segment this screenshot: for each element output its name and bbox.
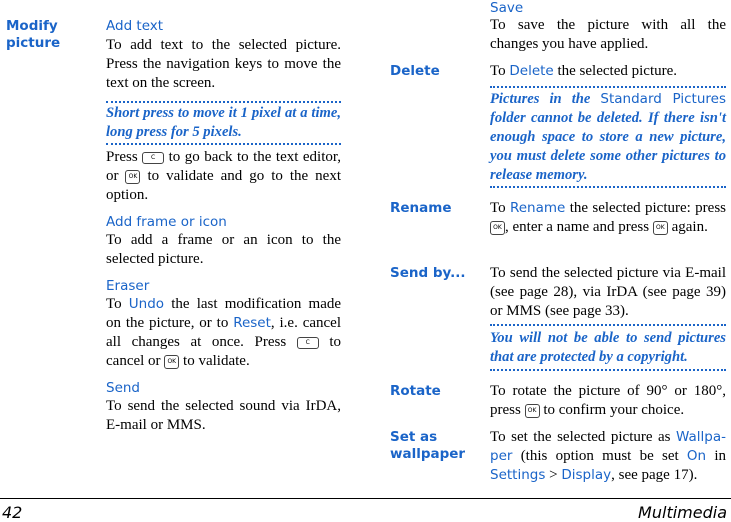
send-by-label: Send by... [390, 265, 466, 281]
save-body: To save the picture with all the changes you have applied. [490, 17, 726, 52]
modify-picture-heading: Modify picture [6, 18, 61, 51]
delete-label: Delete [390, 63, 440, 79]
ok-key-icon: OK [125, 170, 140, 184]
add-text-body: To add text to the selected picture. Press the navigation keys to move the text on the screen. [106, 37, 341, 91]
eraser-title: Eraser [106, 278, 150, 294]
note-top-rule [490, 86, 726, 88]
ok-key-icon: OK [490, 221, 505, 235]
note-bottom-rule [106, 143, 341, 145]
add-text-title: Add text [106, 18, 164, 34]
note-bottom-rule [490, 186, 726, 188]
rename-label: Rename [390, 200, 452, 216]
footer-rule [0, 498, 731, 499]
save-title: Save [490, 0, 524, 16]
add-frame-body: To add a frame or an icon to the selected picture. [106, 232, 341, 267]
send-by-body: To send the selected picture via E-mail (see page 28), via IrDA (see page 39) or MMS (see page 33). [490, 265, 726, 319]
add-text-note: Short press to move it 1 pixel at a time, long press for 5 pixels. [106, 105, 341, 140]
rotate-label: Rotate [390, 383, 441, 399]
send-by-note: You will not be able to send pictures that are protected by a copyright. [490, 330, 726, 365]
eraser-body: To Undo the last modification made on the picture, or to Reset, i.e. cancel all changes at once. Press C to cancel or OK to validate. [106, 296, 342, 369]
note-top-rule [490, 324, 726, 326]
rotate-body: To rotate the picture of 90° or 180°, press OK to confirm your choice. [490, 383, 726, 418]
delete-body: To Delete the selected picture. [490, 63, 678, 79]
page-number: 42 [2, 503, 23, 522]
ok-key-icon: OK [653, 221, 668, 235]
note-bottom-rule [490, 369, 726, 371]
send-title: Send [106, 380, 141, 396]
delete-note: Pictures in the Standard Pictures folder cannot be deleted. If there isn't enough space to store a new picture, you must delete some other pictures to release memory. [490, 91, 726, 183]
c-key-icon: C [297, 337, 319, 349]
set-as-wallpaper-body: To set the selected picture as Wallpa-per (this option must be set On in Settings > Display, see page 17). [490, 429, 727, 483]
set-as-wallpaper-label: Set as wallpaper [390, 429, 466, 462]
c-key-icon: C [142, 152, 164, 164]
note-top-rule [106, 101, 341, 103]
ok-key-icon: OK [164, 355, 179, 369]
send-body: To send the selected sound via IrDA, E-mail or MMS. [106, 398, 341, 433]
add-text-press-paragraph: Press C to go back to the text editor, or OK to validate and go to the next option. [106, 149, 342, 203]
section-name: Multimedia [638, 503, 727, 522]
ok-key-icon: OK [525, 404, 540, 418]
rename-body: To Rename the selected picture: press OK , enter a name and press OK again. [490, 200, 726, 235]
add-frame-title: Add frame or icon [106, 214, 227, 230]
